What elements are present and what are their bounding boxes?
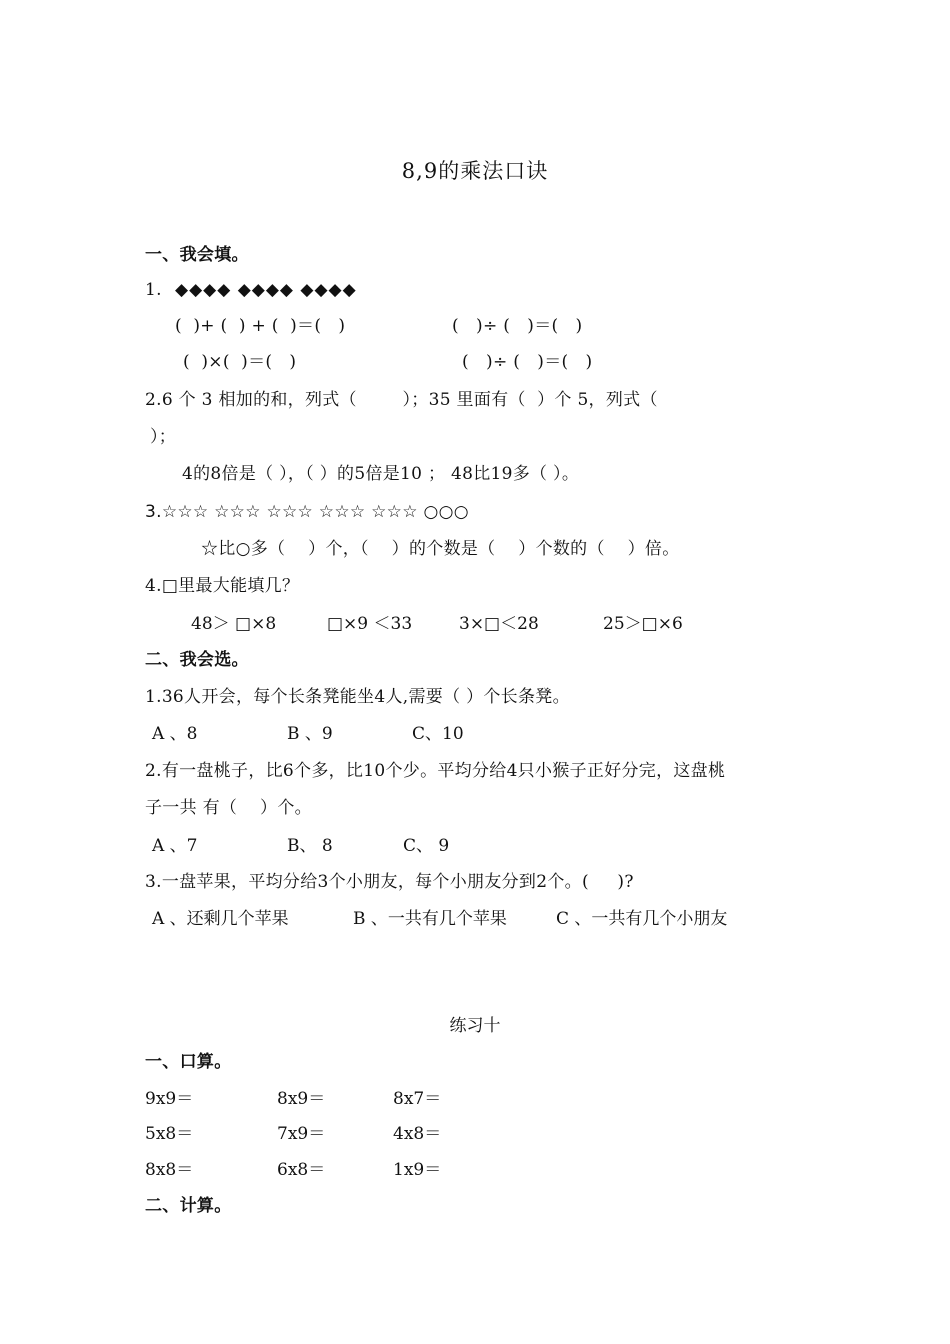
q1-row1-right: ( )÷ ( )＝( ) [452, 316, 583, 336]
q4-item: 3×□＜28 [459, 614, 539, 634]
page-title: 8,9的乘法口诀 [401, 159, 549, 183]
s2-q3-option-c: C 、一共有几个小朋友 [556, 909, 728, 929]
s2-q2-line1: 2.有一盘桃子，比6个多，比10个少。平均分给4只小猴子正好分完，这盘桃 [145, 761, 726, 781]
s2-q1-text: 1.36人开会，每个长条凳能坐4人,需要（ ）个长条凳。 [145, 687, 570, 707]
q2-line3: 4的8倍是（ ），（ ）的5倍是10 ； 48比19多（ ）。 [182, 464, 580, 484]
q3-line2: ☆比○多（ ）个，（ ）的个数是（ ）个数的（ ）倍。 [201, 539, 680, 559]
q4-line1: 4.□里最大能填几？ [145, 576, 300, 596]
s2-q1-option-b: B 、9 [287, 724, 333, 744]
oral-calc-item: 8x9＝ [277, 1089, 326, 1109]
q4-item: 48＞ □×8 [191, 614, 277, 634]
q1-row2-right: ( )÷ ( )＝( ) [462, 352, 593, 372]
s2-q1-option-c: C、10 [412, 724, 464, 744]
oral-calc-item: 5x8＝ [145, 1124, 194, 1144]
s2-q2-option-b: B、 8 [287, 836, 333, 856]
s2-q2-line2: 子一共 有（ ）个。 [145, 798, 312, 818]
section1-heading: 一、我会填。 [145, 245, 249, 265]
oral-calc-item: 8x8＝ [145, 1160, 194, 1180]
practice-title: 练习十 [449, 1016, 501, 1036]
q2-line1: 2.6 个 3 相加的和，列式（ ）；35 里面有（ ）个 5，列式（ [145, 390, 658, 410]
q2-line2: ）； [150, 427, 177, 447]
oral-calc-item: 4x8＝ [393, 1124, 442, 1144]
oral-calc-item: 8x7＝ [393, 1089, 442, 1109]
q4-item: □×9 ＜33 [327, 614, 413, 634]
q1-row1-left: ( )+ ( ) + ( )＝( ) [175, 316, 346, 336]
q1-diamond-symbols: ◆◆◆◆ ◆◆◆◆ ◆◆◆◆ [175, 280, 357, 300]
q1-row2-left: ( )×( )＝( ) [183, 352, 297, 372]
section2-heading: 二、我会选。 [145, 650, 249, 670]
practice-heading-calc: 二、计算。 [145, 1196, 232, 1216]
oral-calc-item: 9x9＝ [145, 1089, 194, 1109]
s2-q3-option-b: B 、一共有几个苹果 [353, 909, 507, 929]
s2-q3-text: 3.一盘苹果，平均分给3个小朋友，每个小朋友分到2个。( )? [145, 872, 634, 892]
oral-calc-item: 7x9＝ [277, 1124, 326, 1144]
oral-calc-item: 6x8＝ [277, 1160, 326, 1180]
q1-label: 1. [145, 280, 162, 300]
s2-q3-option-a: A 、还剩几个苹果 [152, 909, 289, 929]
q4-item: 25＞□×6 [603, 614, 683, 634]
s2-q2-option-a: A 、7 [152, 836, 198, 856]
s2-q1-option-a: A 、8 [152, 724, 198, 744]
s2-q2-option-c: C、 9 [403, 836, 450, 856]
q3-line1: 3.☆☆☆ ☆☆☆ ☆☆☆ ☆☆☆ ☆☆☆ ○○○ [145, 502, 469, 522]
practice-heading-oral: 一、口算。 [145, 1052, 232, 1072]
oral-calc-item: 1x9＝ [393, 1160, 442, 1180]
